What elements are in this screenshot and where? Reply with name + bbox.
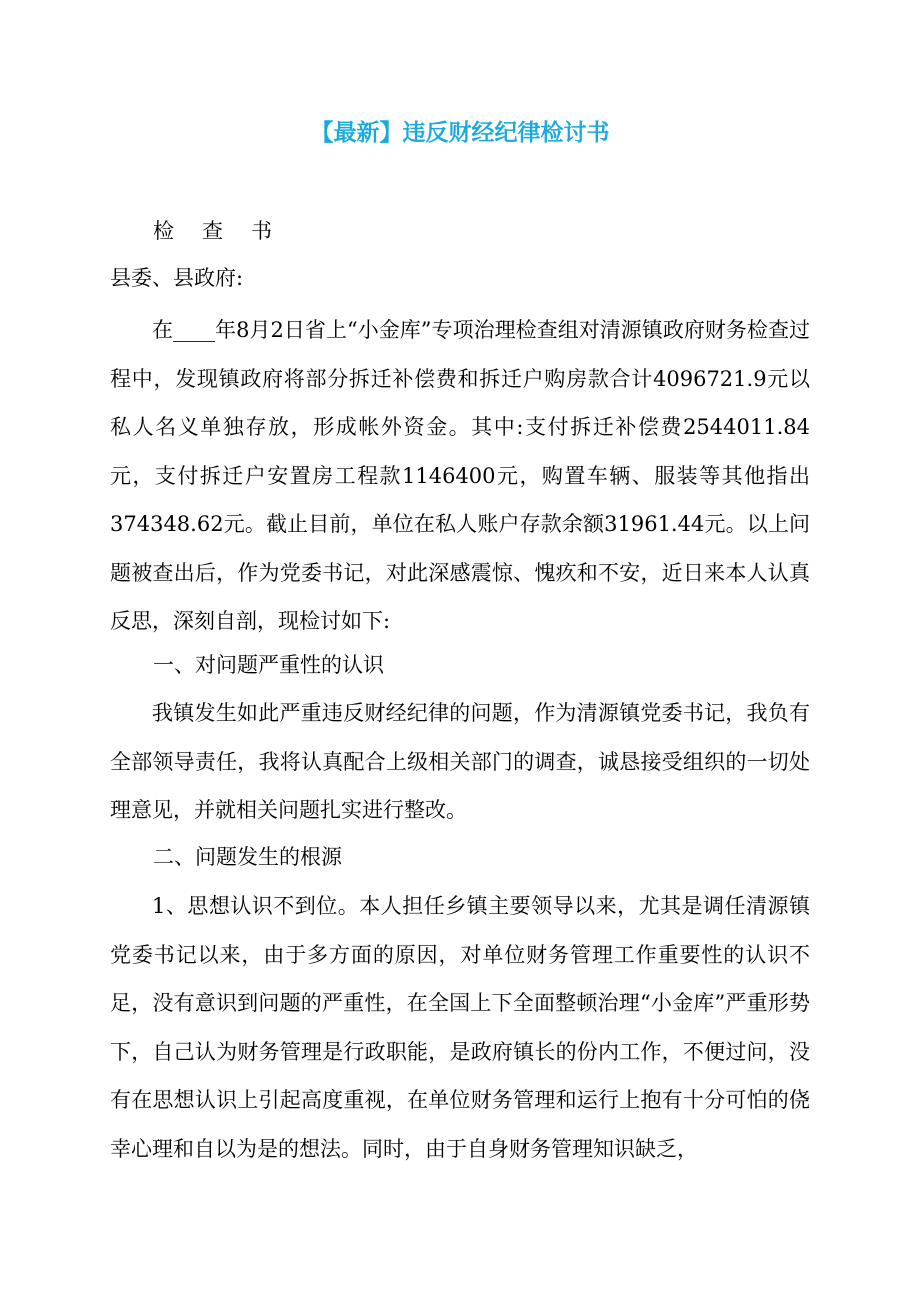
salutation: 县委、县政府: — [110, 266, 244, 290]
paragraph-awareness: 我镇发生如此严重违反财经纪律的问题，作为清源镇党委书记，我负有全部领导责任，我将认真配合上级相关部门的调查，诚恳接受组织的一切处理意见，并就相关问题扎实进行整改。 — [110, 701, 810, 822]
paragraph-intro: 在____年8月2日省上“小金库”专项治理检查组对清源镇政府财务检查过程中，发现镇政府将部分拆迁补偿费和拆迁户购房款合计4096721.9元以私人名义单独存放，形成帐外资金。其中:支付拆迁补偿费2544011.84元，支付拆迁户安置房工程款1146400元，购置车辆、服装等其他指出374348.62元。截止目前，单位在私人账户存款余额31961.44元。以上问题被查出后，作为党委书记，对此深感震惊、愧疚和不安，近日来本人认真反思，深刻自剖，现检讨如下: — [110, 318, 810, 633]
section-heading-2: 二、问题发生的根源 — [153, 845, 342, 869]
paragraph-root-cause-1: 1、思想认识不到位。本人担任乡镇主要领导以来，尤其是调任清源镇党委书记以来，由于多方面的原因，对单位财务管理工作重要性的认识不足，没有意识到问题的严重性，在全国上下全面整顿治理“小金库”严重形势下，自己认为财务管理是行政职能，是政府镇长的份内工作，不便过问，没有在思想认识上引起高度重视，在单位财务管理和运行上抱有十分可怕的侥幸心理和自以为是的想法。同时，由于自身财务管理知识缺乏， — [110, 894, 810, 1161]
document-heading: 检查书 — [153, 219, 300, 243]
document-title: 【最新】违反财经纪律检讨书 — [310, 120, 610, 146]
section-heading-1: 一、对问题严重性的认识 — [153, 653, 384, 677]
